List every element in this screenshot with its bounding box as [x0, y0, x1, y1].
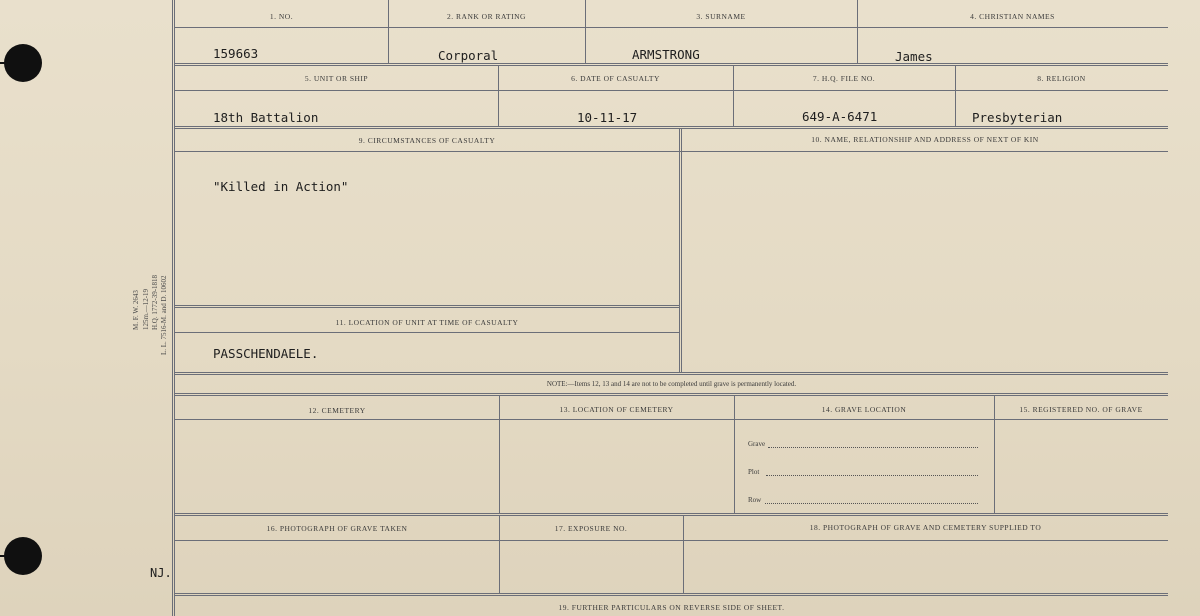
no-label: 1. NO.	[269, 12, 294, 21]
registered-no-label: 15. REGISTERED NO. OF GRAVE	[1019, 405, 1143, 414]
row1-div-1	[388, 0, 389, 63]
row-field-line	[765, 503, 978, 504]
row-field-label: Row	[748, 496, 762, 504]
punch-hole-top-slot	[0, 62, 14, 64]
photograph-taken-label: 16. PHOTOGRAPH OF GRAVE TAKEN	[266, 524, 408, 533]
side-print-line-2: 125m.—12-19	[142, 288, 150, 330]
grave-field-line	[768, 447, 978, 448]
grave-location-label: 14. GRAVE LOCATION	[821, 405, 907, 414]
hq-file-no-value: 649-A-6471	[802, 109, 878, 124]
plot-field-label: Plot	[748, 468, 760, 476]
further-particulars-label: 19. FURTHER PARTICULARS ON REVERSE SIDE OF SHEET.	[558, 603, 785, 612]
photograph-supplied-label: 18. PHOTOGRAPH OF GRAVE AND CEMETERY SUPPLIED TO	[809, 523, 1042, 532]
surname-value: ARMSTRONG	[632, 47, 700, 62]
side-print-line-1: M. F. W. 2643	[132, 290, 140, 330]
hq-file-no-label: 7. H.Q. FILE NO.	[812, 74, 876, 83]
location-top-line	[175, 305, 679, 308]
christian-names-label: 4. CHRISTIAN NAMES	[970, 12, 1055, 21]
date-of-casualty-label: 6. DATE OF CASUALTY	[571, 74, 660, 83]
rank-label: 2. RANK OR RATING	[447, 12, 526, 21]
initials: NJ.	[150, 566, 172, 580]
location-of-unit-value: PASSCHENDAELE.	[213, 346, 319, 361]
row3-header-line	[175, 151, 1168, 152]
row4-header-line	[175, 419, 1168, 420]
grave-field-label: Grave	[748, 440, 766, 448]
circumstances-value: "Killed in Action"	[213, 179, 349, 194]
no-value: 159663	[213, 46, 259, 61]
location-of-cemetery-label: 13. LOCATION OF CEMETERY	[559, 405, 674, 414]
religion-value: Presbyterian	[972, 110, 1063, 125]
row2-header-line	[175, 90, 1168, 91]
unit-label: 5. UNIT OR SHIP	[304, 74, 369, 83]
row2-bottom-line	[175, 126, 1168, 129]
plot-field-line	[766, 475, 978, 476]
rank-value: Corporal	[438, 48, 499, 63]
location-of-unit-label: 11. LOCATION OF UNIT AT TIME OF CASUALTY	[335, 318, 519, 327]
religion-label: 8. RELIGION	[1037, 74, 1086, 83]
next-of-kin-label: 10. NAME, RELATIONSHIP AND ADDRESS OF NEXT OF KIN	[811, 135, 1039, 144]
row1-div-3	[857, 0, 858, 63]
row3-divider	[679, 129, 682, 372]
note-top-line	[175, 372, 1168, 375]
date-of-casualty-value: 10-11-17	[577, 110, 638, 125]
side-print-line-3: H.Q. 1772-39-1818	[151, 274, 159, 330]
surname-label: 3. SURNAME	[696, 12, 746, 21]
row1-bottom-line	[175, 63, 1168, 66]
note-bottom-line	[175, 393, 1168, 396]
note-text: NOTE:—Items 12, 13 and 14 are not to be completed until grave is permanently located.	[546, 380, 797, 388]
side-print-line-4: L. L. 7516-M. and D. 10602	[160, 275, 168, 355]
row6-top-line	[175, 593, 1168, 596]
punch-hole-bottom-slot	[0, 555, 14, 557]
row5-header-line	[175, 540, 1168, 541]
location-header-line	[175, 332, 679, 333]
circumstances-label: 9. CIRCUMSTANCES OF CASUALTY	[358, 136, 496, 145]
row5-top-line	[175, 513, 1168, 516]
exposure-no-label: 17. EXPOSURE NO.	[554, 524, 628, 533]
cemetery-label: 12. CEMETERY	[308, 406, 366, 415]
unit-value: 18th Battalion	[213, 110, 319, 125]
christian-names-value: James	[895, 49, 933, 64]
row1-div-2	[585, 0, 586, 63]
row1-header-line	[175, 27, 1168, 28]
